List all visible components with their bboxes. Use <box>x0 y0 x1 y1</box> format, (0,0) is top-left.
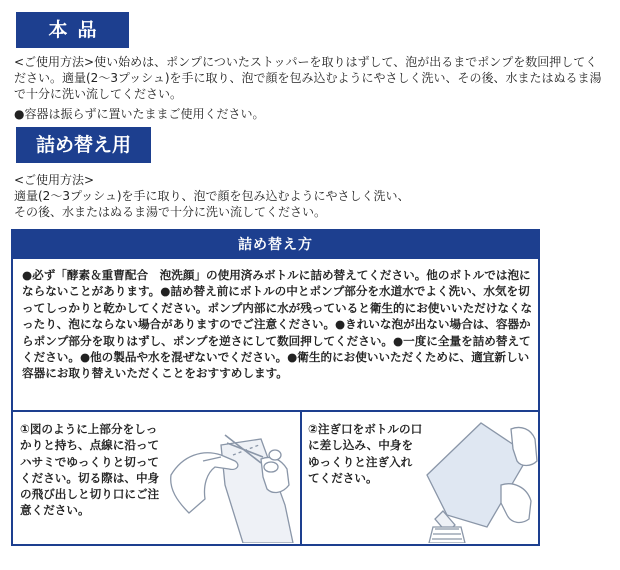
product-note: ●容器は振らずに置いたままご使用ください。 <box>14 107 265 121</box>
panel-divider <box>13 410 538 412</box>
refill-method-panel <box>11 229 540 546</box>
step1-text: ①図のように上部分をしっかりと持ち、点線に沿ってハサミでゆっくりと切ってください。切る際は、中身の飛び出しと切り口にご注意ください。 <box>20 422 160 518</box>
scissors-cutting-illustration <box>163 415 299 543</box>
product-usage-text: <ご使用方法>使い始めは、ポンプについたストッパーを取りはずして、泡が出るまでポンプを数回押してください。適量(2〜3プッシュ)を手に取り、泡で顔を包み込むようにやさしく洗い、その後、水またはぬるま湯で十分に洗い流してください。 <box>14 55 602 101</box>
hand-bottom <box>501 484 531 523</box>
panel-vertical-divider <box>300 412 302 544</box>
refill-method-body: ●必ず「酵素＆重曹配合 泡洗顔」の使用済みボトルに詰め替えてください。他のボトルでは泡にならないことがあります。●詰め替え前にボトルの中とポンプ部分を水道水でよく洗い、水気を切ってしっかりと乾かしてください。ポンプ内部に水が残っていると衛生的にお使いいただけなくなったり、泡にならない場合がありますのでご注意ください。●きれいな泡が出ない場合は、容器からポンプ部分を取りはずし、ポンプを逆さにして数回押してください。●一度に全量を詰め替えてください。●他の製品や水を混ぜないでください。●衛生的にお使いいただくために、適宜新しい容器にお取り替えいただくことをおすすめします。 <box>22 268 533 381</box>
refill-method-title: 詰め替え方 <box>13 231 538 259</box>
refill-label: 詰め替え用 <box>16 127 151 163</box>
step2-text: ②注ぎ口をボトルの口に差し込み、中身をゆっくりと注ぎ入れてください。 <box>308 422 423 485</box>
pouring-illustration <box>417 415 539 543</box>
product-label: 本品 <box>16 12 129 48</box>
refill-usage-text: <ご使用方法> 適量(2〜3プッシュ)を手に取り、泡で顔を包み込むようにやさしく洗い、 その後、水またはぬるま湯で十分に洗い流してください。 <box>14 173 410 219</box>
